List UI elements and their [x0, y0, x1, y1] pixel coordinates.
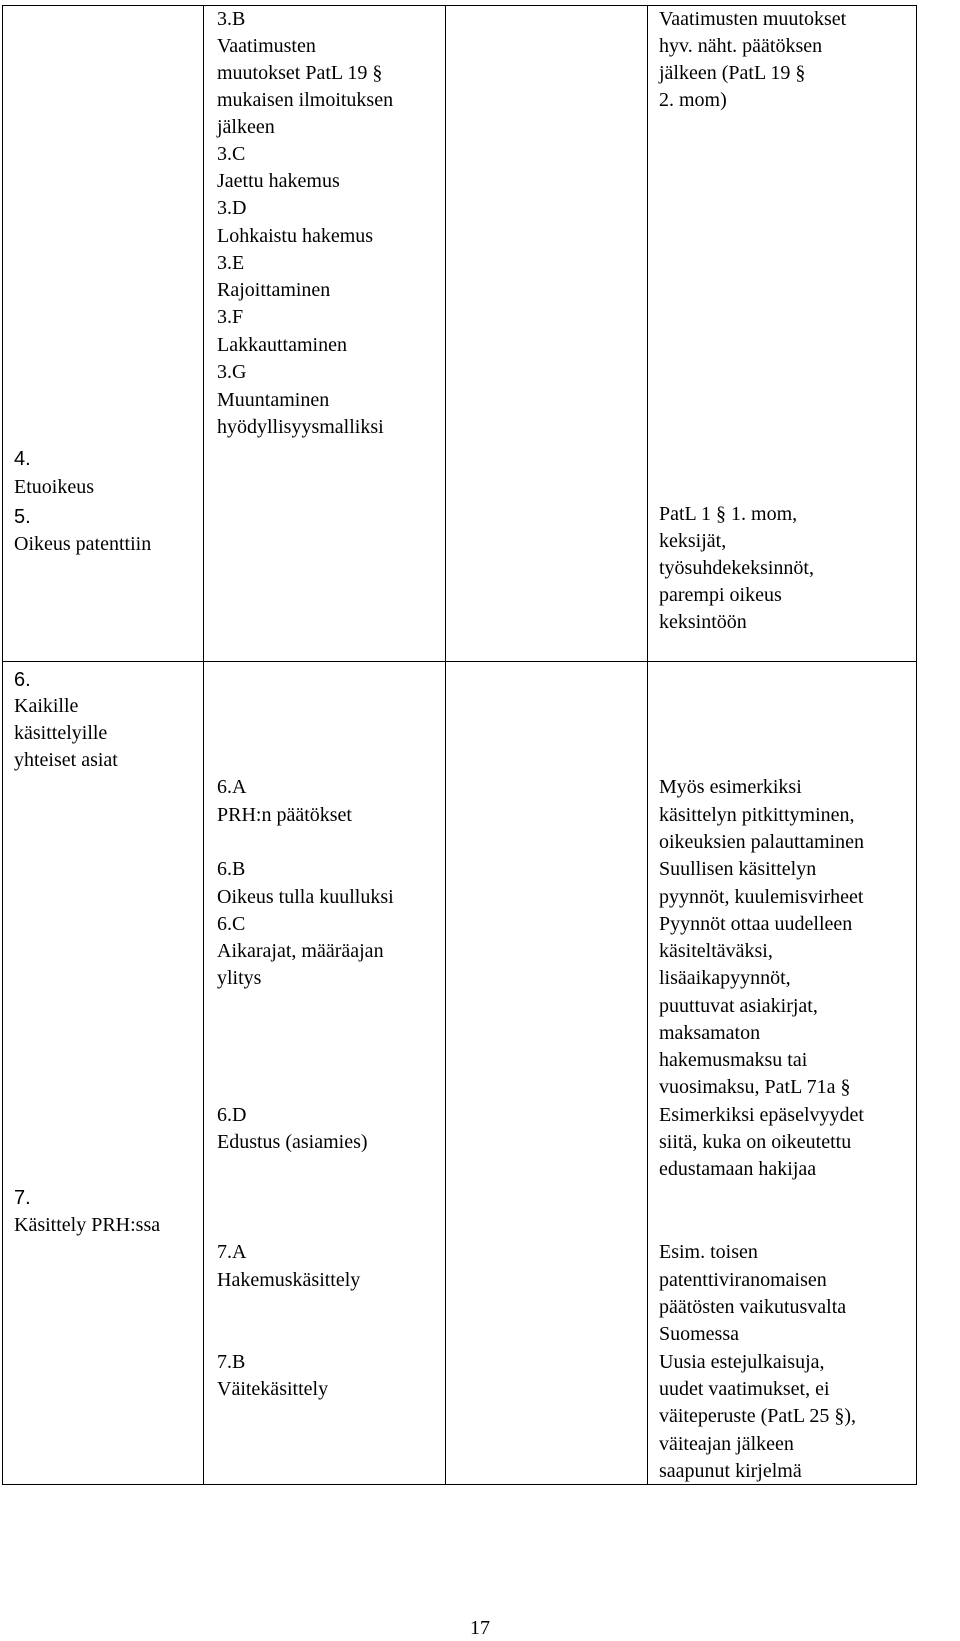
note-6b-line-2: pyynnöt, kuulemisvirheet	[659, 886, 864, 908]
note-7a-line-2: patenttiviranomaisen	[659, 1269, 827, 1291]
item-3d-label: Lohkaistu hakemus	[217, 225, 374, 247]
note-3b-line-2: hyv. näht. päätöksen	[659, 35, 823, 57]
item-3g-line-2: hyödyllisyysmalliksi	[217, 416, 384, 438]
note-6a-line-1: Myös esimerkiksi	[659, 776, 802, 798]
table-border-right	[916, 5, 917, 1485]
note-5-line-4: parempi oikeus	[659, 584, 782, 606]
item-3g-code: 3.G	[217, 361, 247, 383]
note-5-line-1: PatL 1 § 1. mom,	[659, 503, 798, 525]
note-6c-line-2: käsiteltäväksi,	[659, 940, 773, 962]
note-6c-line-3: lisäaikapyynnöt,	[659, 967, 791, 989]
note-6c-line-4: puuttuvat asiakirjat,	[659, 995, 818, 1017]
note-6c-line-1: Pyynnöt ottaa uudelleen	[659, 913, 853, 935]
item-3e-label: Rajoittaminen	[217, 279, 331, 301]
item-3f-label: Lakkauttaminen	[217, 334, 347, 356]
item-7a-label: Hakemuskäsittely	[217, 1269, 361, 1291]
item-6a-label: PRH:n päätökset	[217, 804, 352, 826]
note-7a-line-4: Suomessa	[659, 1323, 739, 1345]
column-divider-3	[647, 5, 648, 1485]
item-3b-line-1: Vaatimusten	[217, 35, 316, 57]
note-6c-line-5: maksamaton	[659, 1022, 761, 1044]
item-7a-code: 7.A	[217, 1241, 247, 1263]
item-6a-code: 6.A	[217, 776, 247, 798]
note-7b-line-1: Uusia estejulkaisuja,	[659, 1351, 825, 1373]
oikeus-patenttiin-number: 5.	[14, 506, 31, 528]
kasittely-prh-label: Käsittely PRH:ssa	[14, 1214, 161, 1236]
item-3c-code: 3.C	[217, 143, 246, 165]
note-7b-line-4: väiteajan jälkeen	[659, 1433, 794, 1455]
note-6a-line-3: oikeuksien palauttaminen	[659, 831, 864, 853]
item-6c-line-1: Aikarajat, määräajan	[217, 940, 384, 962]
note-7b-line-3: väiteperuste (PatL 25 §),	[659, 1405, 856, 1427]
item-6b-label: Oikeus tulla kuulluksi	[217, 886, 394, 908]
item-3b-line-4: jälkeen	[217, 116, 275, 138]
item-6c-code: 6.C	[217, 913, 246, 935]
note-3b-line-4: 2. mom)	[659, 89, 727, 111]
note-7b-line-5: saapunut kirjelmä	[659, 1460, 802, 1482]
note-7a-line-1: Esim. toisen	[659, 1241, 758, 1263]
note-6d-line-1: Esimerkiksi epäselvyydet	[659, 1104, 864, 1126]
item-3f-code: 3.F	[217, 306, 244, 328]
yhteiset-asiat-number: 6.	[14, 669, 31, 691]
etuoikeus-label: Etuoikeus	[14, 476, 94, 498]
item-6d-code: 6.D	[217, 1104, 247, 1126]
item-3b-code: 3.B	[217, 8, 246, 30]
note-7a-line-3: päätösten vaikutusvalta	[659, 1296, 847, 1318]
note-3b-line-3: jälkeen (PatL 19 §	[659, 62, 806, 84]
note-5-line-5: keksintöön	[659, 611, 747, 633]
item-7b-label: Väitekäsittely	[217, 1378, 329, 1400]
note-6d-line-3: edustamaan hakijaa	[659, 1158, 817, 1180]
note-6c-line-7: vuosimaksu, PatL 71a §	[659, 1076, 851, 1098]
etuoikeus-number: 4.	[14, 448, 31, 470]
page-number: 17	[470, 1617, 490, 1639]
note-3b-line-1: Vaatimusten muutokset	[659, 8, 847, 30]
column-divider-1	[203, 5, 204, 1485]
column-divider-2	[445, 5, 446, 1485]
item-3d-code: 3.D	[217, 197, 247, 219]
yhteiset-asiat-line-3: yhteiset asiat	[14, 749, 118, 771]
note-7b-line-2: uudet vaatimukset, ei	[659, 1378, 830, 1400]
yhteiset-asiat-line-2: käsittelyille	[14, 722, 108, 744]
note-6b-line-1: Suullisen käsittelyn	[659, 858, 817, 880]
item-6b-code: 6.B	[217, 858, 246, 880]
note-6c-line-6: hakemusmaksu tai	[659, 1049, 808, 1071]
item-3c-label: Jaettu hakemus	[217, 170, 340, 192]
item-6d-label: Edustus (asiamies)	[217, 1131, 368, 1153]
item-7b-code: 7.B	[217, 1351, 246, 1373]
item-3e-code: 3.E	[217, 252, 245, 274]
item-3b-line-3: mukaisen ilmoituksen	[217, 89, 394, 111]
yhteiset-asiat-line-1: Kaikille	[14, 695, 79, 717]
row-divider	[2, 661, 917, 662]
item-6c-line-2: ylitys	[217, 967, 262, 989]
oikeus-patenttiin-label: Oikeus patenttiin	[14, 533, 152, 555]
note-5-line-2: keksijät,	[659, 530, 727, 552]
note-5-line-3: työsuhdekeksinnöt,	[659, 557, 814, 579]
kasittely-prh-number: 7.	[14, 1187, 31, 1209]
note-6a-line-2: käsittelyn pitkittyminen,	[659, 804, 855, 826]
item-3b-line-2: muutokset PatL 19 §	[217, 62, 383, 84]
item-3g-line-1: Muuntaminen	[217, 389, 330, 411]
note-6d-line-2: siitä, kuka on oikeutettu	[659, 1131, 852, 1153]
table-border-left	[2, 5, 3, 1485]
